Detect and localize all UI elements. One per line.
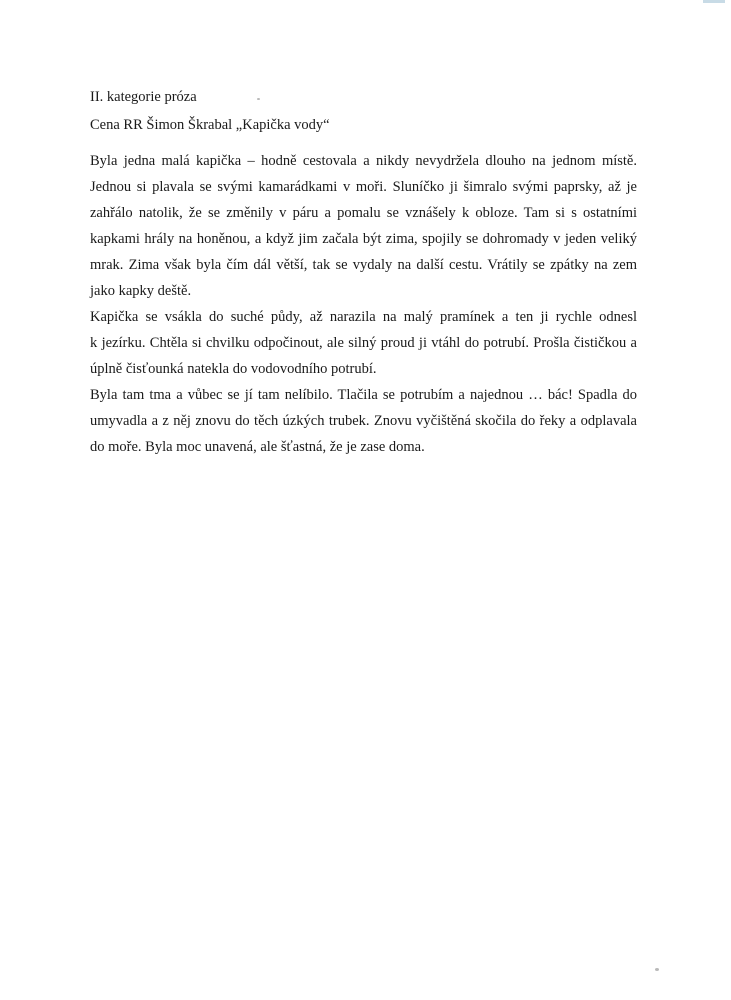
story-line: úplně čisťounká natekla do vodovodního potrubí. bbox=[90, 361, 377, 377]
story-line: zahřálo natolik, že se změnily v páru a pomalu se vznášely k obloze. Tam si s ostatními bbox=[90, 205, 637, 221]
category-heading: II. kategorie próza bbox=[90, 89, 197, 105]
story-line: kapkami hrály na honěnou, a když jim začala být zima, spojily se dohromady v jeden veliký bbox=[90, 231, 637, 247]
story-line: Kapička se vsákla do suché půdy, až narazila na malý pramínek a ten ji rychle odnesl bbox=[90, 309, 637, 325]
story-line: Byla jedna malá kapička – hodně cestovala a nikdy nevydržela dlouho na jednom místě. bbox=[90, 153, 637, 169]
scan-edge-mark bbox=[703, 0, 725, 3]
story-line: umyvadla a z něj znovu do těch úzkých trubek. Znovu vyčištěná skočila do řeky a odplavala bbox=[90, 413, 637, 429]
scan-speck bbox=[257, 98, 260, 100]
story-line: jako kapky deště. bbox=[90, 283, 192, 299]
story-line: Jednou si plavala se svými kamarádkami v moři. Sluníčko ji šimralo svými paprsky, až je bbox=[90, 179, 637, 195]
award-heading: Cena RR Šimon Škrabal „Kapička vody“ bbox=[90, 117, 330, 133]
story-line: mrak. Zima však byla čím dál větší, tak se vydaly na další cestu. Vrátily se zpátky na zem bbox=[90, 257, 637, 273]
scan-speck bbox=[655, 968, 659, 971]
story-line: Byla tam tma a vůbec se jí tam nelíbilo. Tlačila se potrubím a najednou … bác! Spadla do bbox=[90, 387, 637, 403]
story-line: k jezírku. Chtěla si chvilku odpočinout, ale silný proud ji vtáhl do potrubí. Prošla čističkou a bbox=[90, 335, 637, 351]
story-line: do moře. Byla moc unavená, ale šťastná, že je zase doma. bbox=[90, 439, 425, 455]
